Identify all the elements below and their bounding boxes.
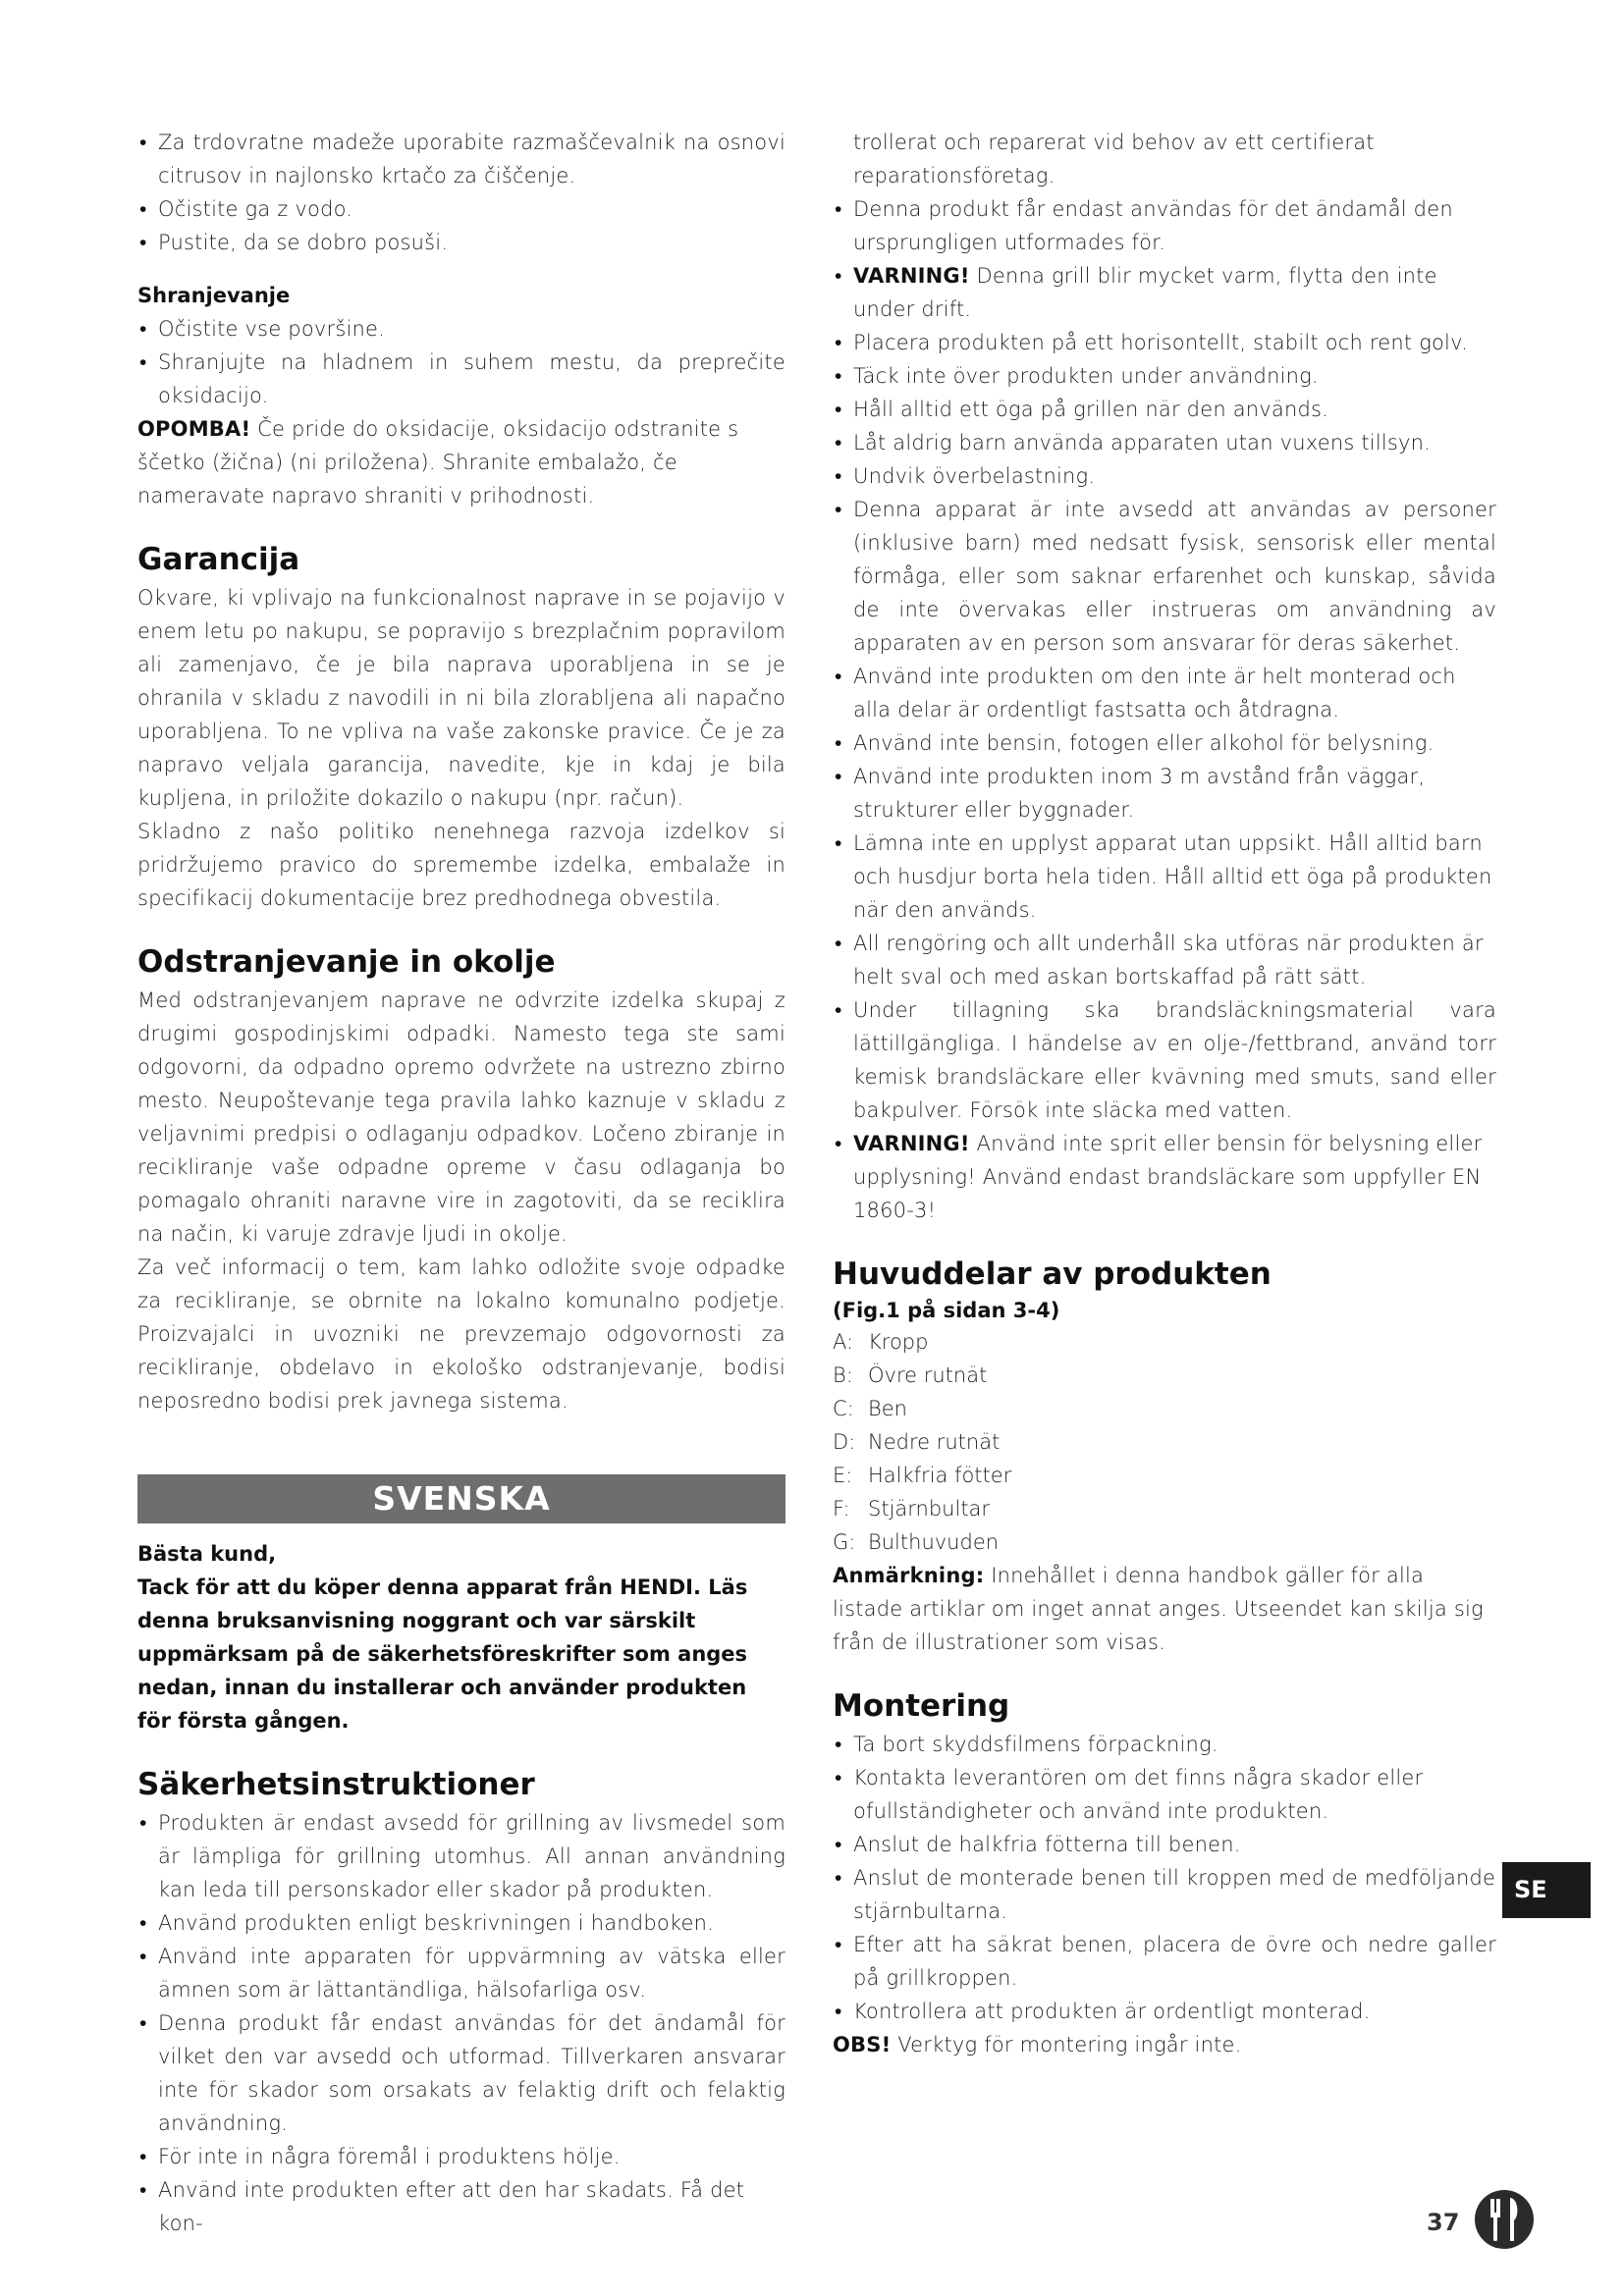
cleaning-list [137,126,785,259]
safety-list-continued [833,192,1496,1227]
list-item: • Placera produkten på ett horisontellt, stabilt och rent golv. [833,326,1496,359]
list-item: • Denna produkt får endast användas för det ändamål den ursprungligen utformades för. [833,192,1496,259]
warning-label: VARNING! [853,264,970,288]
list-item: E: Halkfria fötter [833,1464,1012,1487]
list-item: • Ta bort skyddsfilmens förpackning. [833,1728,1496,1761]
safety-list [137,1806,785,2240]
figure-reference: (Fig.1 på sidan 3-4) [833,1299,1060,1322]
left-column [137,126,785,2240]
language-tab: SE [1502,1862,1591,1918]
warning-text: Denna grill blir mycket varm, flytta den inte under drift. [853,264,1437,321]
safety-title: Säkerhetsinstruktioner [137,1767,535,1802]
assembly-list [833,1728,1496,2028]
list-item: • Očistite ga z vodo. [137,192,785,226]
list-item: • Denna apparat är inte avsedd att användas av personer (inklusive barn) med nedsatt fysisk, sensorisk eller mental förmåga, eller som saknar erfarenhet och kunskap, såvida de inte övervakas eller instrueras om användning av apparaten av en person som ansvarar för deras säkerhet. [833,493,1496,660]
list-item: • Za trdovratne madeže uporabite razmaščevalnik na osnovi citrusov in najlonsko krtačo za čiščenje. [137,126,785,192]
warranty-title: Garancija [137,542,300,577]
list-item: • Shranjujte na hladnem in suhem mestu, da preprečite oksidacijo. [137,346,785,412]
list-item: • Očistite vse površine. [137,312,785,346]
list-item: • Använd inte produkten om den inte är helt monterad och alla delar är ordentligt fastsatta och åtdragna. [833,660,1496,726]
list-item: • Anslut de monterade benen till kroppen med de medföljande stjärnbultarna. [833,1861,1496,1928]
list-item: • Använd produkten enligt beskrivningen i handboken. [137,1906,785,1940]
list-item: • Pustite, da se dobro posuši. [137,226,785,259]
storage-title: Shranjevanje [137,284,291,307]
intro-paragraph: Tack för att du köper denna apparat från HENDI. Läs denna bruksanvisning noggrant och var särskilt uppmärksam på de säkerhetsföreskrifter som anges nedan, innan du installerar och använder produkten för första gången. [137,1575,748,1733]
list-item: • Undvik överbelastning. [833,459,1496,493]
assembly-title: Montering [833,1688,1010,1724]
list-item: B: Övre rutnät [833,1363,988,1387]
disposal-paragraph: Med odstranjevanjem naprave ne odvrzite izdelka skupaj z drugimi gospodinjskimi odpadki. Namesto tega ste sami odgovorni, da odpadno opremo odvržete na ustrezno zbirno mesto. Neupoštevanje tega pravila lahko kaznuje v skladu z veljavnimi predpisi o odlaganju odpadkov. Ločeno zbiranje in recikliranje vaše odpadne opreme v času odlaganja bo pomagalo ohraniti naravne vire in zagotoviti, da se reciklira na način, ki varuje zdravje ljudi in okolje. [137,988,785,1246]
list-item: • Under tillagning ska brandsläckningsmaterial vara lättillgängliga. I händelse av en olje-/fettbrand, använd torr kemisk brandsläckare eller kvävning med smuts, sand eller bakpulver. Försök inte släcka med vatten. [833,993,1496,1127]
list-item: • Anslut de halkfria fötterna till benen. [833,1828,1496,1861]
list-item: • Lämna inte en upplyst apparat utan uppsikt. Håll alltid barn och husdjur borta hela tiden. Håll alltid ett öga på produkten när den används. [833,827,1496,927]
note-text: Če pride do oksidacije, oksidacijo odstranite s ščetko (žična) (ni priložena). Shranite embalažo, če nameravate napravo shraniti v prihodnosti. [137,417,739,507]
list-item: • Håll alltid ett öga på grillen när den används. [833,393,1496,426]
list-item: • Denna produkt får endast användas för det ändamål för vilket den var avsedd och utformad. Tillverkaren ansvarar inte för skador som orsakats av felaktig drift och felaktig användning. [137,2006,785,2140]
storage-note [137,412,785,512]
list-item: • Använd inte bensin, fotogen eller alkohol för belysning. [833,726,1496,760]
list-item: A: Kropp [833,1330,929,1354]
parts-title: Huvuddelar av produkten [833,1256,1272,1292]
obs-note [833,2028,1496,2061]
storage-list [137,312,785,412]
list-item: • Använd inte apparaten för uppvärmning av vätska eller ämnen som är lättantändliga, hälsofarliga osv. [137,1940,785,2006]
continued-text: trollerat och reparerat vid behov av ett certifierat reparationsföretag. [853,131,1375,187]
obs-text: Verktyg för montering ingår inte. [891,2033,1242,2056]
remark [833,1559,1496,1659]
cutlery-logo-icon [1473,2185,1536,2254]
list-item: • Låt aldrig barn använda apparaten utan vuxens tillsyn. [833,426,1496,459]
warranty-paragraph: Skladno z našo politiko nenehnega razvoja izdelkov si pridržujemo pravico do spremembe izdelka, embalaže in specifikacij dokumentacije brez predhodnega obvestila. [137,820,785,910]
list-item: • Täck inte över produkten under användning. [833,359,1496,393]
note-label: OPOMBA! [137,417,251,441]
greeting: Bästa kund, [137,1542,277,1566]
right-column [833,126,1496,2061]
list-item: • Efter att ha säkrat benen, placera de övre och nedre galler på grillkroppen. [833,1928,1496,1995]
parts-list [833,1325,1496,1559]
remark-text: Innehållet i denna handbok gäller för alla listade artiklar om inget annat anges. Utseendet kan skilja sig från de illustrationer som visas. [833,1564,1484,1654]
list-item: G: Bulthuvuden [833,1530,1000,1554]
list-item: F: Stjärnbultar [833,1497,991,1521]
warranty-paragraph: Okvare, ki vplivajo na funkcionalnost naprave in se pojavijo v enem letu po nakupu, se popravijo s brezplačnim popravilom ali zamenjavo, če je bila naprava uporabljena in se je ohranila v skladu z navodili in ni bila zlorabljena ali napačno uporabljena. To ne vpliva na vaše zakonske pravice. Če je za napravo veljala garancija, navedite, kje in kdaj je bila kupljena, in priložite dokazilo o nakupu (npr. račun). [137,586,785,810]
list-item: • Använd inte produkten inom 3 m avstånd från väggar, strukturer eller byggnader. [833,760,1496,827]
list-item: • All rengöring och allt underhåll ska utföras när produkten är helt sval och med askan bortskaffad på rätt sätt. [833,927,1496,993]
warning-item [833,259,1496,326]
disposal-title: Odstranjevanje in okolje [137,944,556,980]
obs-label: OBS! [833,2033,892,2056]
language-banner: SVENSKA [137,1474,785,1523]
warning-label: VARNING! [853,1132,970,1155]
list-item: • Använd inte produkten efter att den har skadats. Få det kon- [137,2173,785,2240]
warning-item [833,1127,1496,1227]
list-item: • Produkten är endast avsedd för grillning av livsmedel som är lämpliga för grillning utomhus. All annan användning kan leda till personskador eller skador på produkten. [137,1806,785,1906]
list-item: C: Ben [833,1397,907,1420]
list-item: D: Nedre rutnät [833,1430,1001,1454]
list-item: • För inte in några föremål i produktens hölje. [137,2140,785,2173]
list-item: • Kontakta leverantören om det finns några skador eller ofullständigheter och använd inte produkten. [833,1761,1496,1828]
warning-text: Använd inte sprit eller bensin för belysning eller upplysning! Använd endast brandsläckare som uppfyller EN 1860-3! [853,1132,1483,1222]
disposal-paragraph: Za več informacij o tem, kam lahko odložite svoje odpadke za recikliranje, se obrnite na lokalno komunalno podjetje. Proizvajalci in uvozniki ne prevzemajo odgovornosti za recikliranje, obdelavo in ekološko odstranjevanje, bodisi neposredno bodisi prek javnega sistema. [137,1255,785,1413]
remark-label: Anmärkning: [833,1564,985,1587]
page-number: 37 [1427,2209,1460,2236]
list-item: • Kontrollera att produkten är ordentligt monterad. [833,1995,1496,2028]
